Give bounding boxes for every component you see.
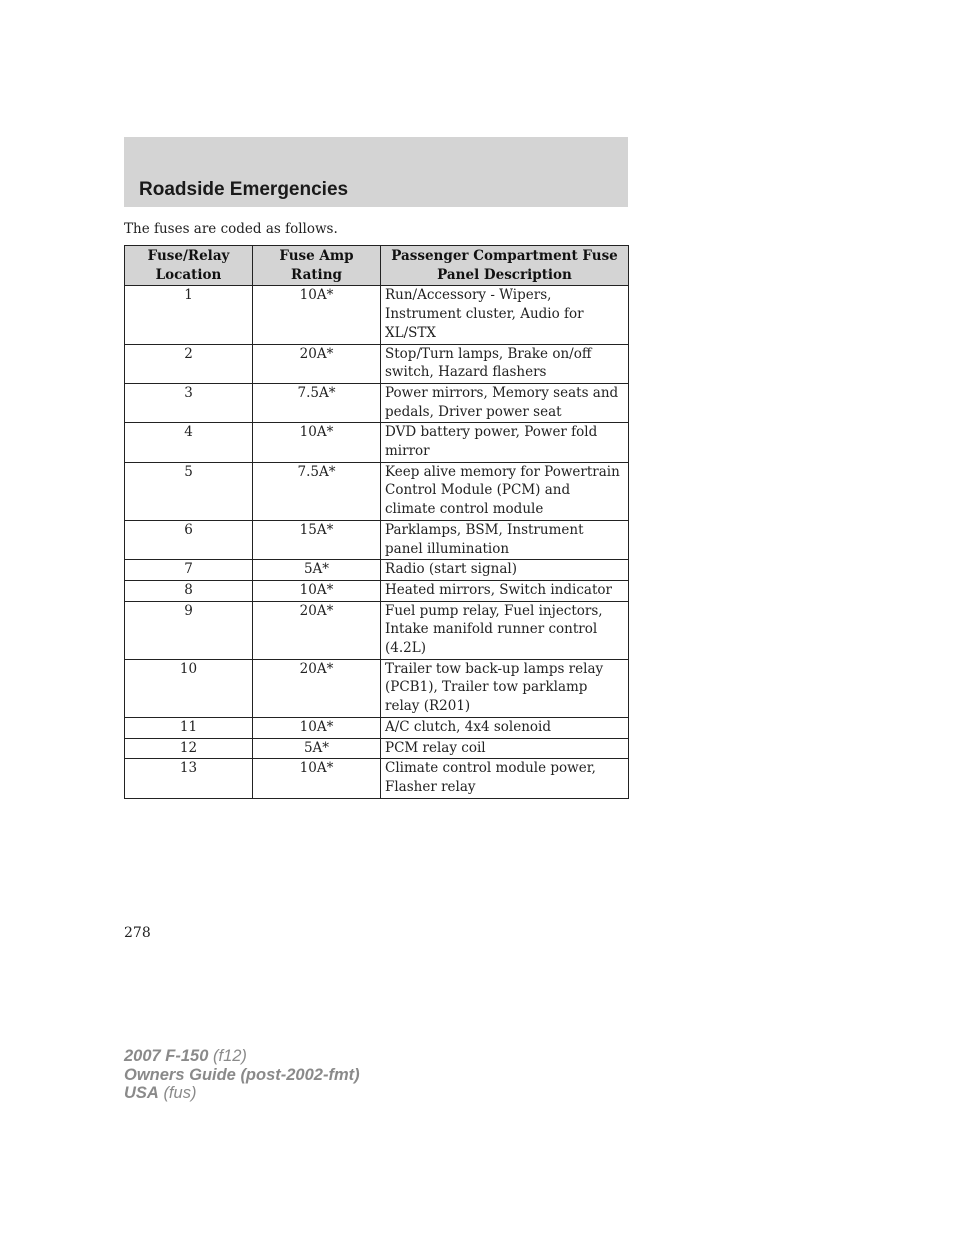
- column-header-location: Fuse/Relay Location: [125, 246, 253, 286]
- table-row: [125, 344, 629, 383]
- table-header-row: [125, 246, 629, 286]
- table-row: [125, 286, 629, 344]
- footer-line-region: USA (fus): [124, 1084, 197, 1102]
- cell-location: 7: [125, 560, 253, 581]
- fuse-table: [124, 245, 629, 799]
- cell-location: 13: [125, 759, 253, 798]
- description-line: Fuel pump relay, Fuel injectors,: [385, 602, 603, 619]
- table-row: [125, 560, 629, 581]
- table-row: [125, 717, 629, 738]
- description-line: Heated mirrors, Switch indicator: [385, 581, 612, 598]
- description-line: Instrument cluster, Audio for: [385, 306, 584, 323]
- description-line: DVD battery power, Power fold: [385, 424, 598, 441]
- description-line: relay (R201): [385, 698, 471, 715]
- description-line: Power mirrors, Memory seats and: [385, 384, 619, 401]
- description-line: Stop/Turn lamps, Brake on/off: [385, 345, 592, 362]
- description-line: switch, Hazard flashers: [385, 364, 547, 381]
- cell-rating: 7.5A*: [253, 383, 381, 422]
- cell-rating: 10A*: [253, 759, 381, 798]
- cell-description: [381, 560, 629, 581]
- description-line: panel illumination: [385, 540, 510, 557]
- description-line: (4.2L): [385, 640, 426, 657]
- cell-description: [381, 423, 629, 462]
- cell-description: [381, 659, 629, 717]
- table-row: [125, 738, 629, 759]
- table-row: [125, 383, 629, 422]
- description-line: Climate control module power,: [385, 760, 596, 777]
- description-line: climate control module: [385, 501, 544, 518]
- cell-location: 9: [125, 601, 253, 659]
- description-line: Flasher relay: [385, 778, 476, 795]
- description-line: Control Module (PCM) and: [385, 482, 571, 499]
- cell-location: 11: [125, 717, 253, 738]
- table-row: [125, 759, 629, 798]
- cell-description: [381, 520, 629, 559]
- cell-description: [381, 717, 629, 738]
- cell-location: 10: [125, 659, 253, 717]
- cell-rating: 10A*: [253, 717, 381, 738]
- cell-rating: 5A*: [253, 738, 381, 759]
- cell-rating: 10A*: [253, 423, 381, 462]
- cell-location: 6: [125, 520, 253, 559]
- cell-description: [381, 738, 629, 759]
- table-row: [125, 423, 629, 462]
- cell-location: 4: [125, 423, 253, 462]
- cell-location: 12: [125, 738, 253, 759]
- section-banner: [124, 137, 628, 207]
- table-row: [125, 580, 629, 601]
- column-header-description: Passenger Compartment Fuse Panel Description: [381, 246, 629, 286]
- cell-description: [381, 344, 629, 383]
- description-line: pedals, Driver power seat: [385, 403, 562, 420]
- cell-rating: 20A*: [253, 601, 381, 659]
- cell-description: [381, 462, 629, 520]
- section-title: Roadside Emergencies: [139, 179, 349, 200]
- document-footer: [124, 1047, 360, 1103]
- intro-text: The fuses are coded as follows.: [124, 221, 338, 237]
- column-header-rating: Fuse Amp Rating: [253, 246, 381, 286]
- description-line: Radio (start signal): [385, 561, 517, 578]
- cell-rating: 7.5A*: [253, 462, 381, 520]
- table-row: [125, 520, 629, 559]
- footer-line-guide: Owners Guide (post-2002-fmt): [124, 1065, 360, 1084]
- cell-rating: 20A*: [253, 659, 381, 717]
- description-line: mirror: [385, 443, 430, 460]
- cell-location: 2: [125, 344, 253, 383]
- description-line: Trailer tow back-up lamps relay: [385, 660, 604, 677]
- cell-rating: 5A*: [253, 560, 381, 581]
- description-line: PCM relay coil: [385, 739, 486, 756]
- footer-line-model: 2007 F-150 (f12): [124, 1047, 247, 1065]
- description-line: Keep alive memory for Powertrain: [385, 463, 620, 480]
- description-line: Run/Accessory - Wipers,: [385, 287, 552, 304]
- table-row: [125, 659, 629, 717]
- cell-rating: 20A*: [253, 344, 381, 383]
- cell-rating: 10A*: [253, 286, 381, 344]
- table-row: [125, 601, 629, 659]
- description-line: (PCB1), Trailer tow parklamp: [385, 679, 588, 696]
- page-number: 278: [124, 925, 151, 941]
- cell-description: [381, 383, 629, 422]
- description-line: A/C clutch, 4x4 solenoid: [385, 718, 551, 735]
- cell-location: 1: [125, 286, 253, 344]
- cell-description: [381, 580, 629, 601]
- cell-rating: 10A*: [253, 580, 381, 601]
- description-line: Parklamps, BSM, Instrument: [385, 521, 584, 538]
- cell-description: [381, 601, 629, 659]
- table-row: [125, 462, 629, 520]
- cell-description: [381, 286, 629, 344]
- description-line: Intake manifold runner control: [385, 621, 598, 638]
- cell-location: 5: [125, 462, 253, 520]
- cell-rating: 15A*: [253, 520, 381, 559]
- cell-location: 3: [125, 383, 253, 422]
- description-line: XL/STX: [385, 324, 436, 341]
- cell-location: 8: [125, 580, 253, 601]
- cell-description: [381, 759, 629, 798]
